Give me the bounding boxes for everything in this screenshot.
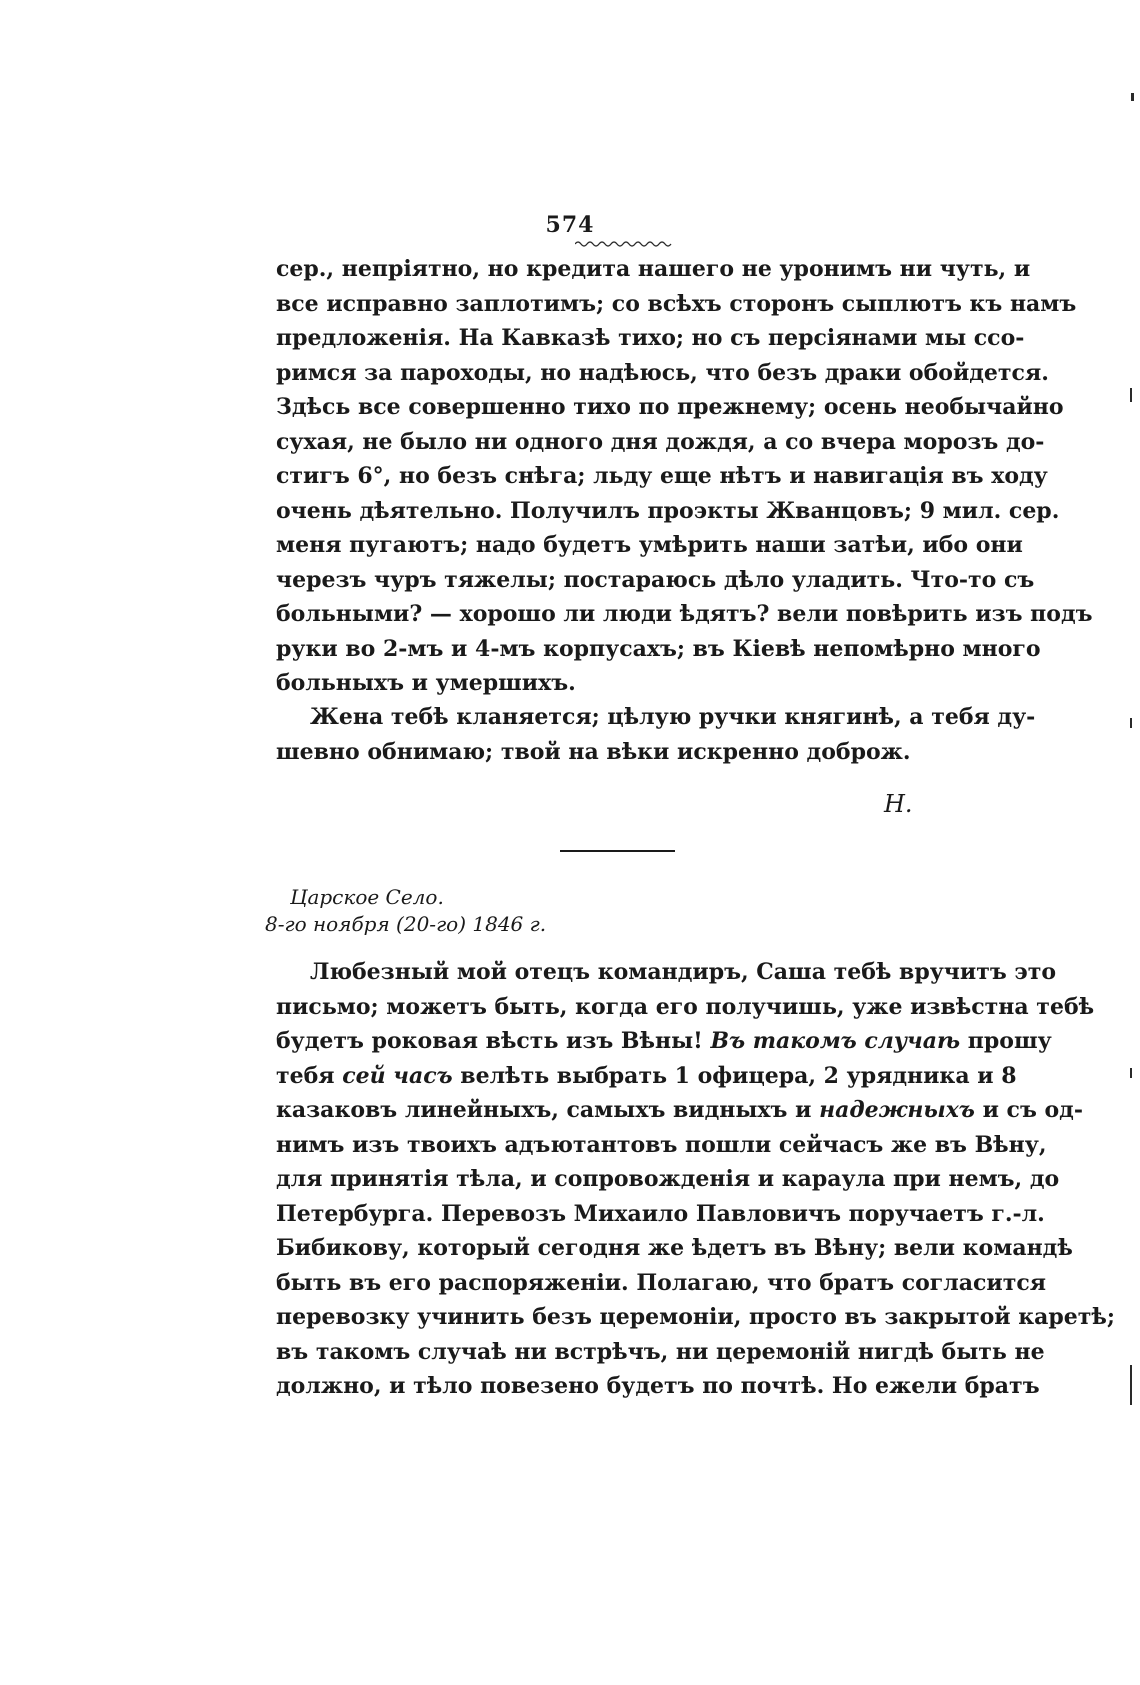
letter-one-paragraph-two: [276, 700, 1036, 769]
text-line: руки во 2-мъ и 4-мъ корпусахъ; въ Кіевѣ непомѣрно много: [276, 635, 1041, 662]
text-run: быть въ его распоряженіи. Полагаю, что братъ согласится: [276, 1269, 1047, 1296]
letter-date: 8-го ноября (20-го) 1846 г.: [265, 912, 547, 936]
text-run: велѣть выбрать 1 офицера, 2 урядника и 8: [452, 1062, 1017, 1089]
emphasized-text: Въ такомъ случаѣ: [710, 1028, 961, 1054]
text-line: [276, 1128, 1047, 1163]
text-line: [276, 1162, 1060, 1197]
text-line: сер., непріятно, но кредита нашего не уронимъ ни чуть, и: [276, 256, 1031, 282]
text-line: стигъ 6°, но безъ снѣга; льду еще нѣтъ и навигація въ ходу: [276, 463, 1048, 489]
text-run: Любезный мой отецъ командиръ, Саша тебѣ вручитъ это: [310, 959, 1057, 985]
text-run: въ такомъ случаѣ ни встрѣчъ, ни церемоній нигдѣ быть не: [276, 1338, 1045, 1365]
text-run: Петербурга. Перевозъ Михаило Павловичъ поручаетъ г.-л.: [276, 1200, 1045, 1227]
text-line: римся за пароходы, но надѣюсь, что безъ драки обойдется.: [276, 359, 1049, 386]
text-line: [276, 955, 1057, 990]
letter-one-paragraph-one: [276, 252, 1093, 701]
text-run: прошу: [960, 1028, 1052, 1054]
margin-mark: [1130, 1068, 1132, 1078]
text-line: очень дѣятельно. Получилъ проэкты Жванцовъ; 9 мил. сер.: [276, 497, 1060, 524]
emphasized-text: сей часъ: [342, 1062, 453, 1089]
text-line: предложенія. На Кавказѣ тихо; но съ персіянами мы ссо-: [276, 325, 1025, 351]
signature: Н.: [884, 790, 913, 818]
letter-place: Царское Село.: [290, 885, 444, 909]
text-line: [276, 1266, 1047, 1301]
text-line: больныхъ и умершихъ.: [276, 670, 576, 696]
text-line: [276, 1369, 1040, 1404]
text-line: [276, 990, 1095, 1025]
text-line: все исправно заплотимъ; со всѣхъ сторонъ сыплютъ къ намъ: [276, 290, 1077, 317]
text-run: нимъ изъ твоихъ адъютантовъ пошли сейчасъ же въ Вѣну,: [276, 1131, 1047, 1158]
text-run: Бибикову, который сегодня же ѣдетъ въ Вѣну; вели командѣ: [276, 1235, 1073, 1261]
text-run: тебя: [276, 1062, 343, 1089]
text-run: казаковъ линейныхъ, самыхъ видныхъ и: [276, 1097, 820, 1123]
margin-mark: [1130, 718, 1132, 728]
text-line: [276, 1231, 1073, 1266]
emphasized-text: надежныхъ: [819, 1097, 975, 1123]
page-number: 574: [545, 212, 595, 238]
text-run: для принятія тѣла, и сопровожденія и караула при немъ, до: [276, 1166, 1060, 1192]
text-run: перевозку учинить безъ церемоніи, просто въ закрытой каретѣ;: [276, 1304, 1115, 1330]
letter-two-body: [276, 955, 1115, 1404]
text-run: письмо; можетъ быть, когда его получишь, уже извѣстна тебѣ: [276, 993, 1095, 1020]
text-line: черезъ чуръ тяжелы; постараюсь дѣло уладить. Что-то съ: [276, 566, 1035, 593]
text-line: [276, 1093, 1083, 1128]
section-divider: [560, 850, 675, 852]
text-line: Жена тебѣ кланяется; цѣлую ручки княгинѣ, а тебя ду-: [310, 704, 1036, 730]
text-line: Здѣсь все совершенно тихо по прежнему; осень необычайно: [276, 394, 1064, 420]
text-line: шевно обнимаю; твой на вѣки искренно доброж.: [276, 738, 911, 765]
text-run: будетъ роковая вѣсть изъ Вѣны!: [276, 1028, 711, 1054]
text-line: [276, 1197, 1045, 1232]
text-line: [276, 1300, 1115, 1335]
wavy-underline-ornament: [575, 240, 675, 248]
text-run: должно, и тѣло повезено будетъ по почтѣ. Но ежели братъ: [276, 1373, 1040, 1399]
text-line: [276, 1024, 1052, 1059]
margin-mark: [1131, 93, 1134, 101]
text-line: сухая, не было ни одного дня дождя, а со вчера морозъ до-: [276, 428, 1045, 455]
text-run: и съ од-: [974, 1097, 1083, 1123]
text-line: меня пугаютъ; надо будетъ умѣрить наши затѣи, ибо они: [276, 532, 1023, 558]
margin-mark: [1130, 388, 1132, 402]
text-line: больными? — хорошо ли люди ѣдятъ? вели повѣрить изъ подъ: [276, 601, 1093, 627]
margin-mark: [1130, 1365, 1132, 1405]
text-line: [276, 1059, 1017, 1094]
text-line: [276, 1335, 1045, 1370]
